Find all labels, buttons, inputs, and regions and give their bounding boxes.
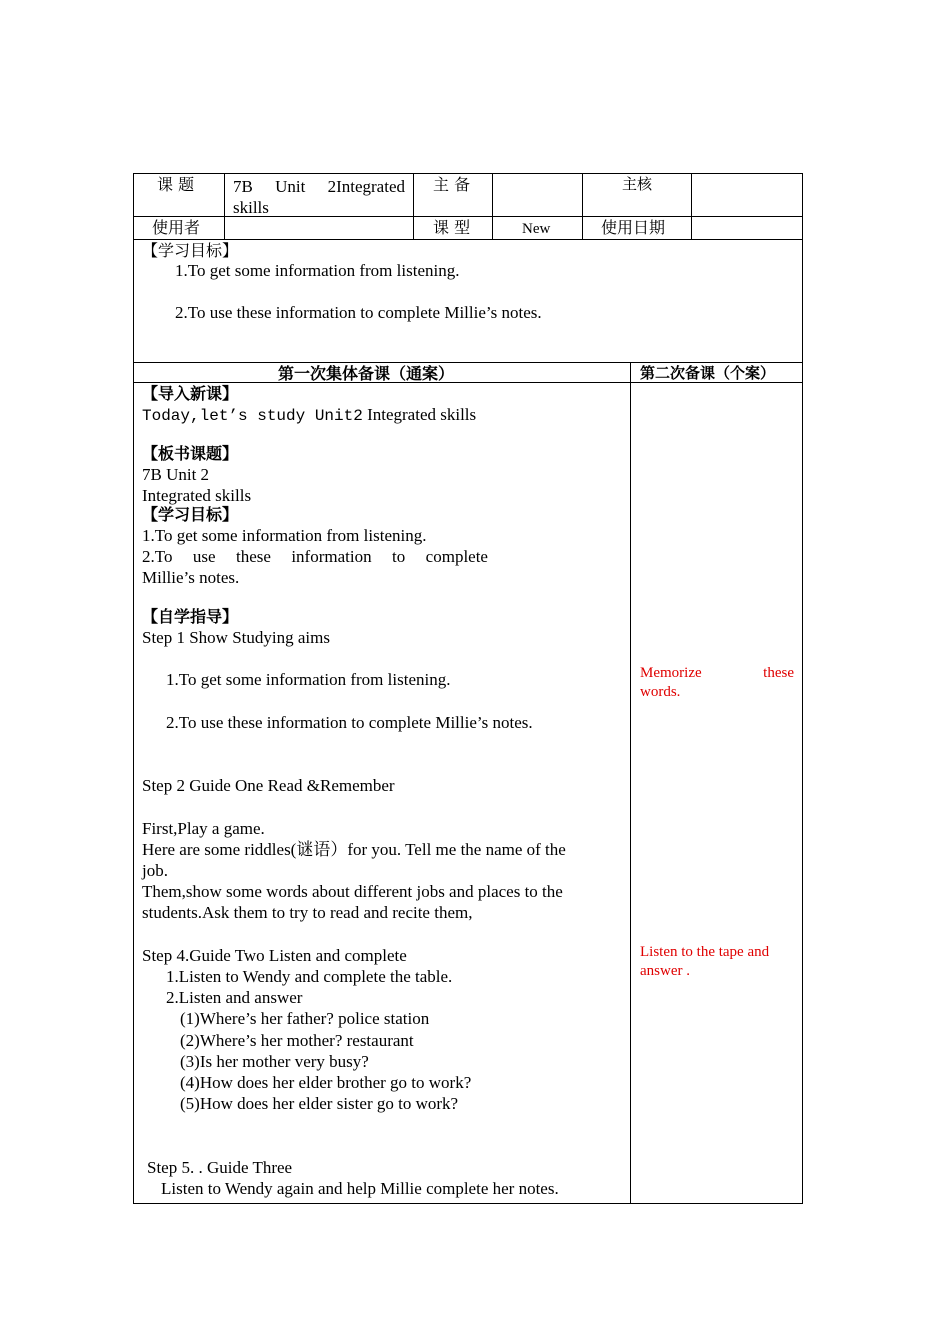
aims-word-6: complete	[425, 547, 488, 566]
lesson-type-label: 课 型	[433, 218, 471, 237]
step-4: Step 4.Guide Two Listen and complete	[142, 946, 407, 965]
board-line-2: Integrated skills	[142, 486, 252, 505]
topic-value-part-a: 7B	[233, 177, 253, 196]
aims-word-4: information	[291, 547, 372, 566]
col-divider-2	[413, 173, 414, 240]
step-4-item-2: 2.Listen and answer	[166, 988, 303, 1007]
col-divider-main	[630, 362, 631, 1204]
col-divider-3	[492, 173, 493, 240]
step-1-item-1: 1.To get some information from listening.	[166, 670, 451, 689]
note-memorize-word-2: these	[763, 665, 794, 681]
right-column-heading: 第二次备课（个案）	[640, 364, 776, 382]
table-border-left	[133, 173, 134, 1204]
step-1: Step 1 Show Studying aims	[142, 628, 330, 647]
topic-value-line2: skills	[233, 198, 269, 217]
step-4-item-1: 1.Listen to Wendy and complete the table.	[166, 967, 453, 986]
riddles-line-2: job.	[142, 861, 168, 880]
lesson-type-value: New	[522, 221, 551, 237]
topic-label: 课 题	[157, 175, 195, 194]
intro-heading: 【导入新课】	[142, 384, 239, 403]
aims-heading: 【学习目标】	[142, 505, 239, 524]
question-5: (5)How does her elder sister go to work?	[180, 1094, 459, 1113]
date-label: 使用日期	[601, 218, 666, 237]
aims-word-1: 2.To	[142, 547, 173, 566]
aims-word-3: these	[235, 547, 271, 566]
question-2: (2)Where’s her mother? restaurant	[180, 1031, 414, 1050]
topic-value	[233, 176, 405, 197]
user-label: 使用者	[152, 218, 201, 237]
aims-line-1: 1.To get some information from listening.	[142, 526, 427, 545]
step-2: Step 2 Guide One Read &Remember	[142, 776, 395, 795]
note-memorize-line-2: words.	[640, 684, 681, 700]
aims-line-2b: Millie’s notes.	[142, 568, 240, 587]
reviewer-label: 主核	[622, 175, 653, 193]
intro-text-mono: Today,let’s study Unit2	[142, 407, 363, 425]
note-listen-line-2: answer .	[640, 963, 690, 979]
aims-word-2: use	[192, 547, 216, 566]
col-divider-5	[691, 173, 692, 240]
guide-heading: 【自学指导】	[142, 607, 239, 626]
question-1: (1)Where’s her father? police station	[180, 1009, 430, 1028]
note-memorize-line-1	[640, 664, 794, 683]
board-heading: 【板书课题】	[142, 444, 239, 463]
aims-word-5: to	[392, 547, 406, 566]
col-divider-4	[582, 173, 583, 240]
table-border-right	[802, 173, 803, 1204]
step-1-item-2: 2.To use these information to complete Millie’s notes.	[166, 713, 533, 732]
objective-item-2: 2.To use these information to complete Millie’s notes.	[175, 303, 542, 322]
intro-text-tail: Integrated skills	[367, 405, 477, 424]
topic-value-part-c: 2Integrated	[327, 177, 405, 196]
question-4: (4)How does her elder brother go to work?	[180, 1073, 472, 1092]
riddles-line-1: Here are some riddles(谜语）for you. Tell me the name of the	[142, 840, 566, 859]
note-listen-line-1: Listen to the tape and	[640, 944, 770, 960]
step-5: Step 5. . Guide Three	[147, 1158, 293, 1177]
objectives-heading: 【学习目标】	[142, 241, 239, 260]
question-3: (3)Is her mother very busy?	[180, 1052, 369, 1071]
left-column-heading: 第一次集体备课（通案）	[278, 364, 455, 383]
show-line-2: students.Ask them to try to read and recite them,	[142, 903, 473, 922]
game-text: First,Play a game.	[142, 819, 265, 838]
note-memorize-word-1: Memorize	[640, 665, 702, 681]
table-border-bottom	[133, 1203, 803, 1204]
main-prep-label: 主 备	[433, 175, 471, 194]
objective-item-1: 1.To get some information from listening.	[175, 261, 460, 280]
step-5-text: Listen to Wendy again and help Millie complete her notes.	[161, 1179, 559, 1198]
topic-value-part-b: Unit	[275, 177, 306, 196]
aims-line-2a	[142, 546, 488, 567]
show-line-1: Them,show some words about different jobs and places to the	[142, 882, 563, 901]
intro-text	[142, 404, 476, 427]
board-line-1: 7B Unit 2	[142, 465, 210, 484]
col-divider-1	[224, 173, 225, 240]
